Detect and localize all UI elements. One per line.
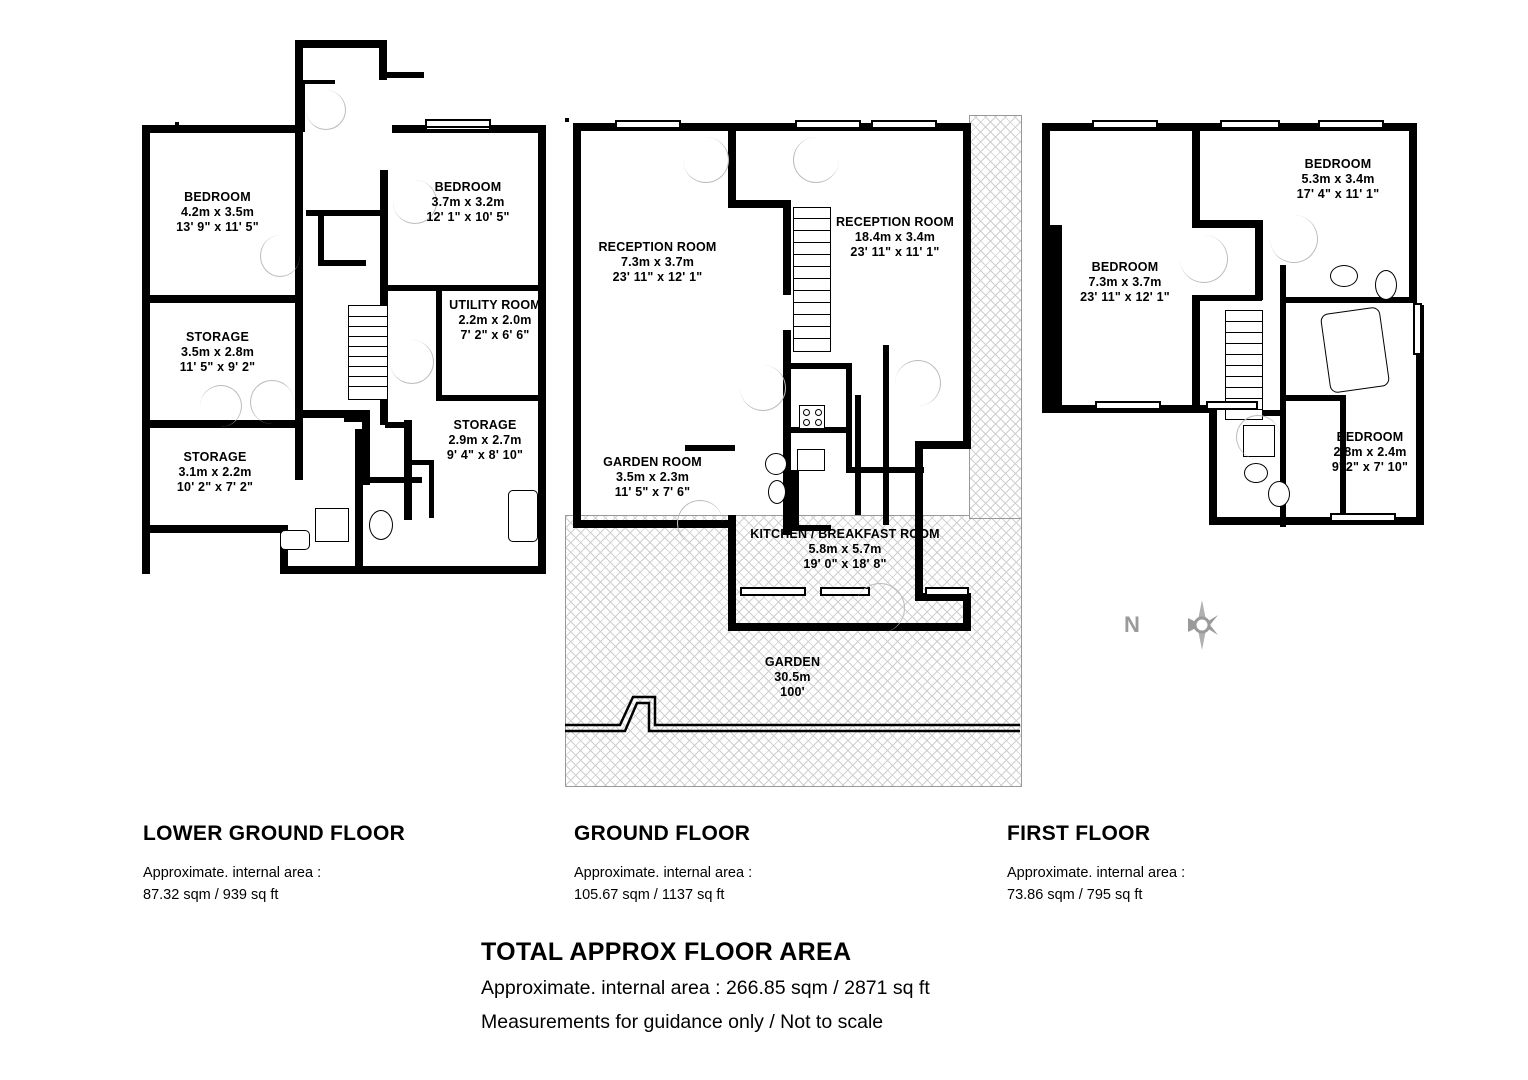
window [795,120,861,129]
floor-area-line1: Approximate. internal area : [1007,865,1186,881]
wall [1192,295,1262,301]
floor-area-ground [574,862,752,906]
window [1092,120,1158,129]
svg-text:N: N [1124,612,1140,637]
wall [1280,297,1417,303]
room-metric: 3.5m x 2.3m [615,470,690,484]
toilet-fixture [1268,481,1290,507]
room-name: GARDEN [764,655,821,669]
basin-fixture [765,453,787,475]
wall [1192,220,1262,228]
basin-fixture [1244,463,1268,483]
floor-title-lower-ground: LOWER GROUND FLOOR [143,822,406,845]
bath-fixture [1320,306,1391,394]
wall [1192,123,1200,228]
room-imperial: 9' 2" x 7' 10" [1331,460,1409,474]
room-imperial: 23' 11" x 12' 1" [1080,290,1170,304]
bath-fixture [508,490,538,542]
wall [142,125,302,133]
room-name: STORAGE [453,418,517,432]
wall [1262,410,1286,416]
door-arc [740,365,786,411]
window [925,587,969,596]
toilet-fixture [1375,270,1397,300]
wall [301,80,335,84]
room-metric: 5.8m x 5.7m [808,542,882,556]
hob-fixture [799,405,825,429]
plan-first [1040,115,1440,535]
toilet-fixture [768,480,786,504]
wall [362,477,422,483]
wall [142,295,303,303]
window [1330,513,1396,522]
plan-lower-ground [140,40,560,540]
room-imperial: 11' 5" x 7' 6" [614,485,691,499]
room-label [1258,157,1418,202]
worktop [855,395,861,515]
room-label [440,298,550,343]
window [425,119,491,128]
room-label [420,418,550,463]
room-imperial: 10' 2" x 7' 2" [176,480,254,494]
wall [388,285,544,291]
room-label [815,215,975,260]
wall [385,422,410,428]
floor-area-lower-ground [143,862,321,906]
door-arc [306,90,346,130]
room-imperial: 100' [780,685,805,699]
room-metric: 3.5m x 2.8m [180,345,255,359]
window [615,120,681,129]
wall [1409,123,1417,303]
wall [915,441,923,601]
room-label [388,180,548,225]
room-imperial: 23' 11" x 11' 1" [850,245,940,259]
window [871,120,937,129]
window [1318,120,1384,129]
room-label [1305,430,1435,475]
compass-rose [1110,590,1240,660]
wall [791,363,851,369]
wall [379,72,424,78]
room-imperial: 17' 4" x 11' 1" [1296,187,1380,201]
window [175,122,179,126]
room-name: GARDEN ROOM [603,455,702,469]
wall [791,470,799,530]
total-area-line1: Approximate. internal area : 266.85 sqm / 2871 sq ft [481,977,930,999]
wall [915,441,971,449]
window [1413,303,1422,355]
room-label [575,455,730,500]
basin-fixture [1330,265,1358,287]
room-metric: 7.3m x 3.7m [1088,275,1162,289]
toilet-fixture [369,510,393,540]
wall [318,216,324,266]
door-arc [200,385,242,427]
room-imperial: 23' 11" x 12' 1" [612,270,703,284]
wall [436,395,546,401]
wall [295,125,303,305]
door-arc [677,500,723,546]
room-name: STORAGE [183,450,247,464]
room-imperial: 12' 1" x 10' 5" [426,210,510,224]
room-imperial: 9' 4" x 8' 10" [446,448,524,462]
wall [963,123,971,441]
sink-fixture [280,530,310,550]
room-name: BEDROOM [1091,260,1159,274]
window [1206,401,1258,410]
wall [1192,295,1200,410]
garden-hatch-side [969,115,1022,519]
hob-burner [803,419,810,426]
room-metric: 30.5m [774,670,811,684]
room-label [585,240,730,285]
wall [295,420,303,480]
wall [728,200,790,208]
hob-burner [815,419,822,426]
room-metric: 2.8m x 2.4m [1333,445,1407,459]
hob-burner [815,409,822,416]
room-name: RECEPTION ROOM [835,215,955,229]
door-arc [683,137,729,183]
door-arc [260,235,300,277]
floor-area-line1: Approximate. internal area : [574,865,753,881]
wall [355,429,363,574]
room-name: BEDROOM [184,190,251,204]
room-label [140,190,295,235]
door-arc [855,583,905,633]
room-label [1050,260,1200,305]
wall [280,566,546,574]
door-arc [1270,215,1318,263]
wall [783,200,791,295]
wall [685,445,735,451]
wall [783,425,791,535]
room-name: RECEPTION ROOM [598,240,717,254]
wall [429,460,434,518]
plan-ground [565,115,1025,785]
wall [344,417,370,422]
wall [1255,220,1263,300]
wall [318,260,366,266]
wall [1042,123,1050,413]
window [740,587,806,596]
room-metric: 7.3m x 3.7m [620,255,695,269]
door-arc [793,137,839,183]
room-imperial: 13' 9" x 11' 5" [176,220,259,234]
floor-area-line2: 87.32 sqm / 939 sq ft [143,887,279,903]
floor-area-line2: 73.86 sqm / 795 sq ft [1007,887,1143,903]
wall [728,123,736,208]
floor-area-line2: 105.67 sqm / 1137 sq ft [574,887,725,903]
wall [404,420,412,520]
floor-title-ground: GROUND FLOOR [574,822,751,845]
window [1220,120,1280,129]
room-imperial: 11' 5" x 9' 2" [179,360,256,374]
room-metric: 5.3m x 3.4m [1301,172,1375,186]
door-arc [250,380,294,424]
room-metric: 2.2m x 2.0m [458,313,532,327]
wall [735,623,971,631]
wall [295,40,387,48]
room-name: KITCHEN / BREAKFAST ROOM [750,527,940,541]
room-name: BEDROOM [434,180,502,194]
wall [1050,225,1062,405]
room-metric: 4.2m x 3.5m [180,205,255,219]
door-arc [895,360,941,406]
floor-area-line1: Approximate. internal area : [143,865,322,881]
room-label [140,330,295,375]
wall [380,170,388,300]
sink-fixture [797,449,825,471]
room-name: BEDROOM [1304,157,1372,171]
door-arc [1236,415,1280,459]
floor-title-first: FIRST FLOOR [1007,822,1151,845]
room-metric: 18.4m x 3.4m [854,230,936,244]
door-arc [390,340,434,384]
room-name: UTILITY ROOM [449,298,541,312]
total-area-title: TOTAL APPROX FLOOR AREA [481,938,852,966]
wall [1286,395,1346,401]
room-name: STORAGE [186,330,249,344]
worktop [883,345,889,525]
wall [1209,405,1217,525]
room-imperial: 7' 2" x 6' 6" [460,328,530,342]
shower-tray [315,508,349,542]
floor-area-first [1007,862,1185,906]
room-metric: 3.1m x 2.2m [178,465,252,479]
room-label [140,450,290,495]
room-metric: 3.7m x 3.2m [431,195,505,209]
room-imperial: 19' 0" x 18' 8" [803,557,887,571]
wall [295,295,303,425]
staircase [348,305,388,400]
room-metric: 2.9m x 2.7m [448,433,522,447]
total-area-line2: Measurements for guidance only / Not to scale [481,1011,884,1033]
room-label [730,527,960,572]
wall [142,525,288,533]
room-label [720,655,865,700]
hob-burner [803,409,810,416]
wall [846,363,852,473]
room-name: BEDROOM [1336,430,1404,444]
window [1095,401,1161,410]
